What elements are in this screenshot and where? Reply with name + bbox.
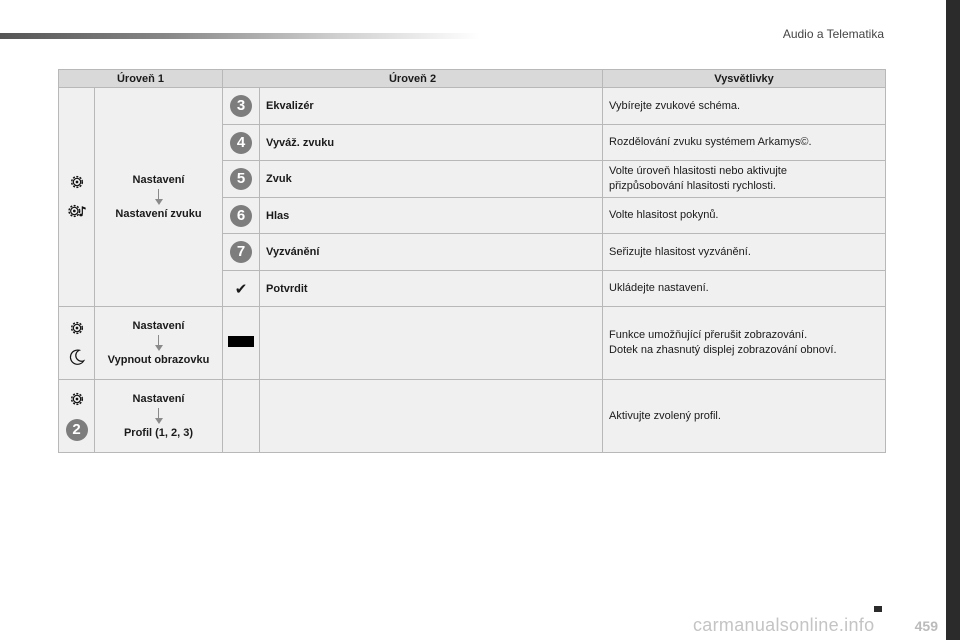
level1-child-label: Nastavení zvuku (115, 208, 202, 220)
gear-icon (69, 391, 85, 407)
table-header-row (59, 70, 886, 88)
number-badge: 3 (230, 95, 252, 117)
description-text: Volte hlasitost pokynů. (609, 209, 719, 221)
moon-icon (68, 348, 86, 366)
top-gradient-bar (0, 33, 480, 39)
arrow-down-icon (97, 408, 220, 424)
marker-cell (223, 271, 260, 307)
level1-child-label: Vypnout obrazovku (107, 354, 210, 366)
description-text: Rozdělování zvuku systémem Arkamys©. (609, 136, 812, 148)
description-cell (603, 125, 886, 161)
level1-cell (95, 88, 223, 307)
gear-music-icon (67, 202, 87, 220)
description-cell (603, 307, 886, 380)
table-row (59, 88, 886, 125)
number-badge: 4 (230, 132, 252, 154)
marker-cell (223, 125, 260, 161)
level2-label: Ekvalizér (260, 88, 603, 125)
group-icons-cell (59, 380, 95, 453)
gear-icon (69, 320, 85, 336)
footer-marker (874, 606, 882, 612)
marker-cell (223, 198, 260, 234)
level1-cell (95, 380, 223, 453)
level1-parent-label: Nastavení (132, 174, 185, 186)
number-badge: 6 (230, 205, 252, 227)
description-text: Aktivujte zvolený profil. (609, 409, 721, 422)
column-header-explanation: Vysvětlivky (603, 70, 886, 88)
marker-cell (223, 88, 260, 125)
arrow-down-icon (97, 335, 220, 351)
description-text: Dotek na zhasnutý displej zobrazování obnoví. (609, 344, 837, 356)
group-icons-cell (59, 307, 95, 380)
level1-cell (95, 307, 223, 380)
level1-child-label: Profil (1, 2, 3) (123, 427, 194, 439)
marker-cell (223, 307, 260, 380)
description-cell (603, 88, 886, 125)
description-cell (603, 380, 886, 453)
screen-off-icon (228, 336, 254, 347)
level2-label: Vyzvánění (260, 234, 603, 271)
watermark: carmanualsonline.info (693, 615, 875, 635)
level2-label: Hlas (260, 198, 603, 234)
description-cell (603, 234, 886, 271)
level2-label: Vyváž. zvuku (260, 125, 603, 161)
number-2-badge: 2 (66, 419, 88, 441)
description-cell (603, 198, 886, 234)
description-cell (603, 271, 886, 307)
table-row (59, 307, 886, 380)
level2-empty-cell (260, 307, 603, 380)
level1-parent-label: Nastavení (132, 393, 185, 405)
level2-empty-cell (260, 380, 603, 453)
level2-label: Potvrdit (260, 271, 603, 307)
number-badge: 7 (230, 241, 252, 263)
level1-parent-label: Nastavení (132, 320, 185, 332)
table-row (59, 380, 886, 453)
description-text: Vybírejte zvukové schéma. (609, 99, 741, 112)
description-text: Funkce umožňující přerušit zobrazování. (609, 329, 808, 341)
checkmark-icon: ✔ (234, 280, 248, 298)
description-text: Ukládejte nastavení. (609, 282, 709, 294)
column-header-level2: Úroveň 2 (223, 70, 603, 88)
settings-menu-table (58, 69, 886, 453)
page-edge-strip (946, 0, 960, 640)
description-text: Seřizujte hlasitost vyzvánění. (609, 245, 751, 258)
marker-empty-cell (223, 380, 260, 453)
number-badge: 5 (230, 168, 252, 190)
arrow-down-icon (97, 189, 220, 205)
page-number: 459 (914, 618, 938, 634)
description-cell (603, 161, 886, 198)
marker-cell (223, 234, 260, 271)
column-header-level1: Úroveň 1 (59, 70, 223, 88)
section-title: Audio a Telematika (782, 27, 884, 41)
description-text: Volte úroveň hlasitosti nebo aktivujte (609, 165, 787, 177)
marker-cell (223, 161, 260, 198)
group-icons-cell (59, 88, 95, 307)
description-text: přizpůsobování hlasitosti rychlosti. (609, 180, 776, 192)
gear-icon (69, 174, 85, 190)
level2-label: Zvuk (260, 161, 603, 198)
